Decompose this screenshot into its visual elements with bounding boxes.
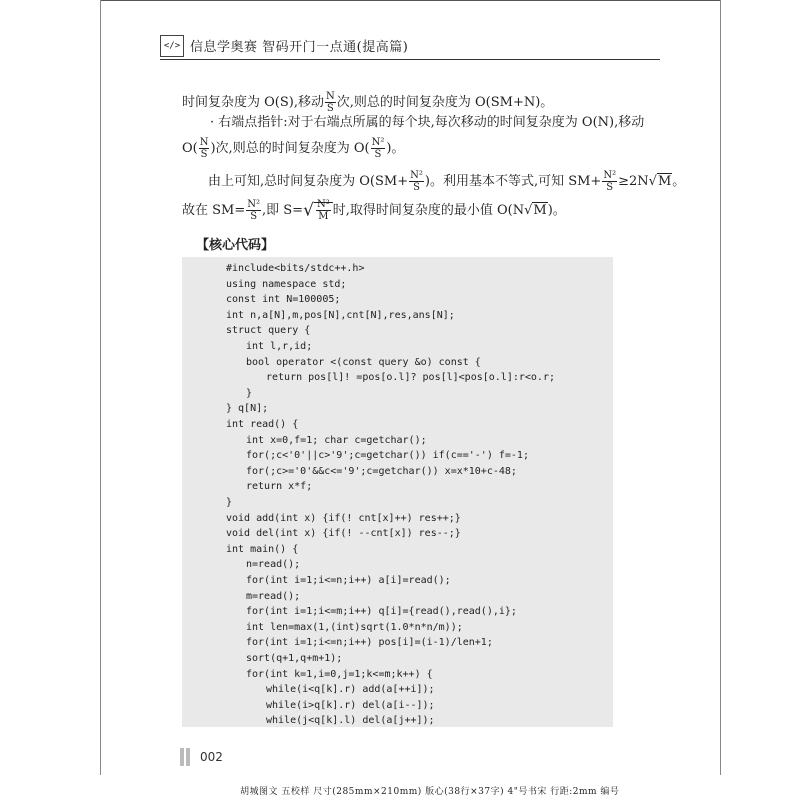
fraction-numerator: N xyxy=(199,137,209,148)
paragraph-left-pointer xyxy=(182,91,553,114)
code-line: for(int i=1;i<=n;i++) pos[i]=(i-1)/len+1; xyxy=(246,637,493,649)
text-segment: )次,则总的时间复杂度为 O( xyxy=(210,141,370,156)
code-line: bool operator <(const query &o) const { xyxy=(246,356,481,368)
fraction-denominator: S xyxy=(413,182,420,193)
code-block xyxy=(182,257,613,727)
text-segment: 时,取得时间复杂度的最小值 O(N xyxy=(332,203,525,218)
fraction-numerator: N² xyxy=(603,170,617,181)
text-segment: 由上可知,总时间复杂度为 O(SM+ xyxy=(208,174,409,189)
fraction-denominator: M xyxy=(318,211,329,222)
fraction xyxy=(246,199,261,222)
sqrt-symbol: √ xyxy=(524,203,533,218)
text-segment: ,即 S= xyxy=(262,203,304,218)
code-line: } q[N]; xyxy=(226,403,269,415)
fraction-numerator: N² xyxy=(410,170,423,181)
text-segment: 次,则总的时间复杂度为 O(SM+N)。 xyxy=(336,95,554,110)
fraction-denominator: S xyxy=(374,149,382,160)
page-trim-left xyxy=(100,0,101,775)
code-line: #include<bits/stdc++.h> xyxy=(226,263,365,274)
text-segment: 。 xyxy=(672,174,686,189)
fraction-denominator: S xyxy=(606,182,614,193)
section-title: 【核心代码】 xyxy=(196,238,275,253)
fraction xyxy=(199,137,210,160)
code-line: void del(int x) {if(! --cnt[x]) res--;} xyxy=(226,528,461,540)
code-line: while(i<q[k].r) add(a[++i]); xyxy=(266,684,435,696)
page-number: 002 xyxy=(200,750,223,764)
text-segment: O( xyxy=(182,141,198,156)
fraction-denominator: S xyxy=(200,149,208,160)
code-line: } xyxy=(246,387,253,399)
header-rule xyxy=(160,59,660,60)
code-line: int x=0,f=1; char c=getchar(); xyxy=(246,434,427,446)
page-marker-icon xyxy=(180,748,194,766)
running-header xyxy=(160,32,660,60)
code-line: for(int i=1;i<=m;i++) q[i]={read(),read(),i}; xyxy=(246,606,517,618)
fraction xyxy=(316,199,331,222)
code-line: } xyxy=(226,497,233,508)
code-line: return x*f; xyxy=(246,481,313,493)
code-line: n=read(); xyxy=(246,559,301,571)
text-segment: )。 xyxy=(547,203,566,218)
code-line: for(;c>='0'&&c<='9';c=getchar()) x=x*10+c-48; xyxy=(246,465,517,477)
printer-imprint: 胡城图文 五校样 尺寸(285mm×210mm) 版心(38行×37字) 4"号书宋 行距:2mm 编号 xyxy=(240,787,620,797)
code-line: sort(q+1,q+m+1); xyxy=(246,653,343,664)
code-line: for(int k=1,i=0,j=1;k<=m;k++) { xyxy=(246,668,433,680)
sqrt-radicand: M xyxy=(533,203,547,218)
fraction-numerator: N² xyxy=(371,137,385,148)
sqrt-radicand: M xyxy=(657,174,672,189)
text-segment: )。 xyxy=(386,141,405,156)
code-line: m=read(); xyxy=(246,590,301,602)
sqrt-symbol: √ xyxy=(648,174,657,189)
code-line: void add(int x) {if(! cnt[x]++) res++;} xyxy=(226,512,461,524)
code-line: return pos[l]! =pos[o.l]? pos[l]<pos[o.l]:r<o.r; xyxy=(266,372,555,384)
paragraph-optimal xyxy=(182,199,566,222)
fraction-numerator: N² xyxy=(247,199,261,210)
fraction xyxy=(602,170,617,193)
code-line: struct query { xyxy=(226,325,311,337)
fraction-denominator: S xyxy=(250,211,258,222)
paragraph-right-pointer xyxy=(210,114,644,132)
text-segment: 故在 SM= xyxy=(182,203,246,218)
code-line: for(;c<'0'||c>'9';c=getchar()) if(c=='-') f=-1; xyxy=(246,450,529,462)
fraction xyxy=(325,91,336,114)
code-line: const int N=100005; xyxy=(226,294,341,306)
code-line: int main() { xyxy=(226,543,299,555)
code-line: while(i>q[k].r) del(a[i--]); xyxy=(266,699,435,711)
fraction-denominator: S xyxy=(326,103,334,114)
text-segment: 时间复杂度为 O(S),移动 xyxy=(182,95,324,110)
paragraph-total-complexity xyxy=(208,170,685,193)
page-trim-top xyxy=(100,0,720,1)
code-line: using namespace std; xyxy=(226,278,347,290)
sqrt-symbol: √ xyxy=(303,200,314,221)
code-line: for(int i=1;i<=n;i++) a[i]=read(); xyxy=(246,575,451,586)
code-line: while(j<q[k].l) del(a[j++]); xyxy=(266,715,435,727)
text-segment: )。利用基本不等式,可知 SM+ xyxy=(424,174,602,189)
fraction xyxy=(409,170,424,193)
code-line: int len=max(1,(int)sqrt(1.0*n*n/m)); xyxy=(246,621,463,633)
text-segment: ≥2N xyxy=(618,174,649,189)
text-segment: · 右端点指针:对于右端点所属的每个块,每次移动的时间复杂度为 O(N),移动 xyxy=(210,115,645,130)
code-icon: </> xyxy=(160,35,184,57)
code-line: int l,r,id; xyxy=(246,341,313,352)
code-line: int read() { xyxy=(226,419,299,430)
book-title: 信息学奥赛 智码开门一点通(提高篇) xyxy=(190,40,409,55)
page-trim-right xyxy=(720,0,721,775)
fraction xyxy=(371,137,386,160)
fraction-numerator: N xyxy=(325,91,335,102)
paragraph-right-pointer-cont xyxy=(182,137,404,160)
code-line: int n,a[N],m,pos[N],cnt[N],res,ans[N]; xyxy=(226,309,455,321)
fraction-numerator: N² xyxy=(316,199,330,210)
sqrt-radicand xyxy=(314,199,333,222)
